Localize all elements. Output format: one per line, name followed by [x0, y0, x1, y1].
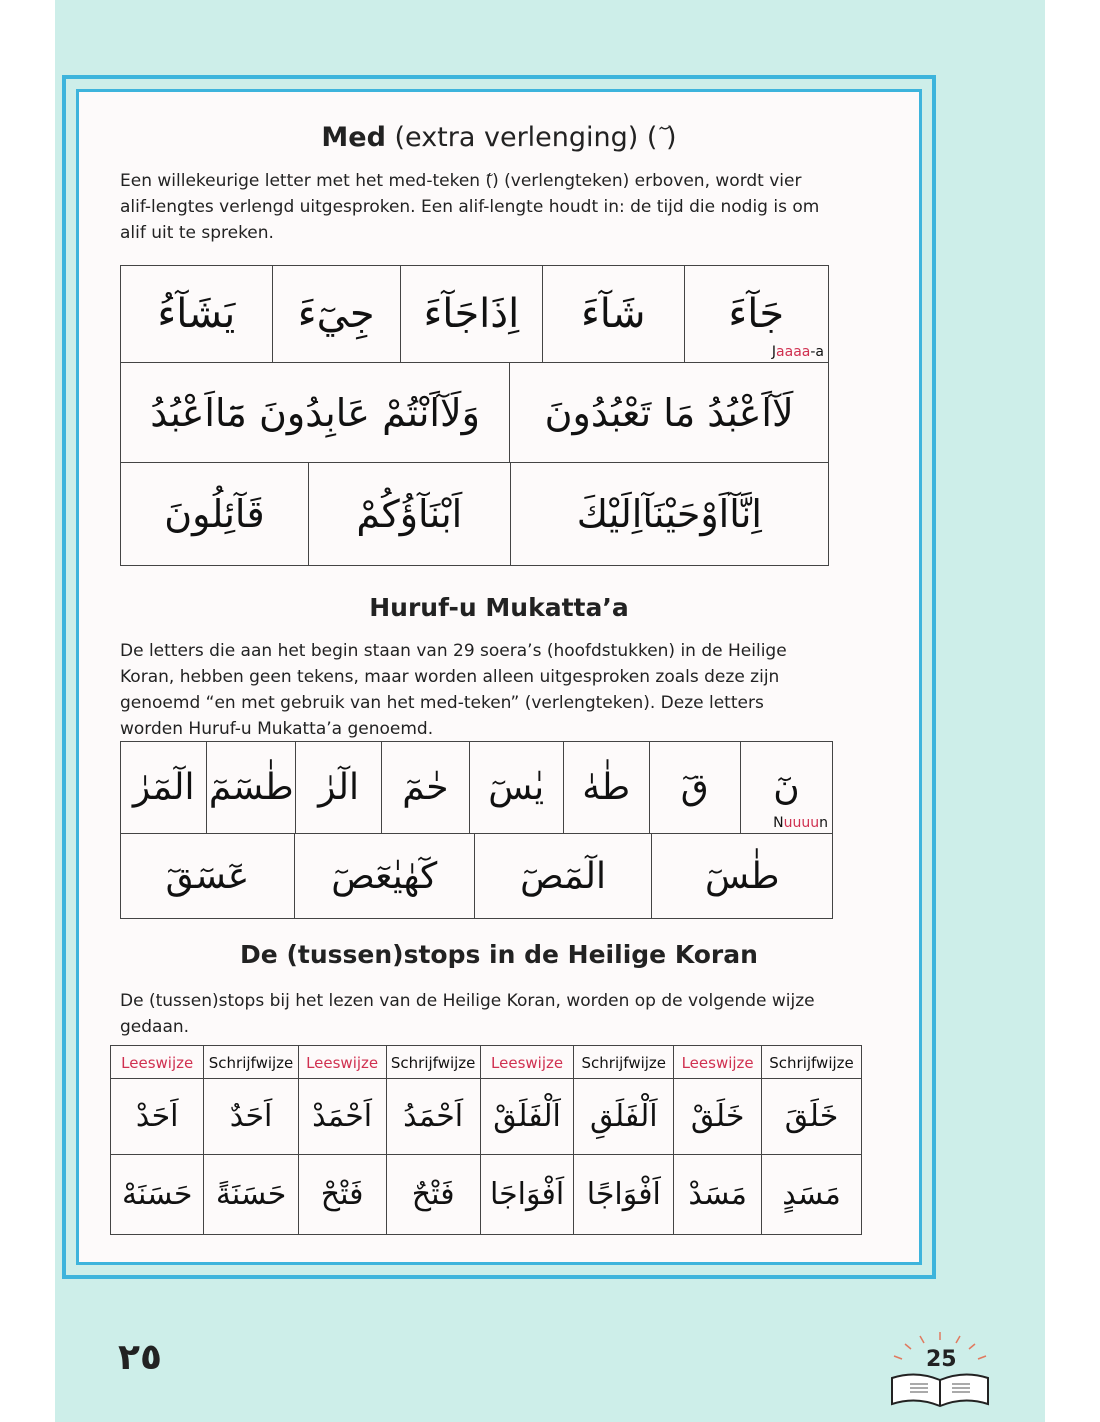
med-paragraph-text-b: ) (verlengteken) erboven, wordt vier alif-lengtes verlengd uitgesproken. Een alif-lengte houdt in: de tijd die nodig is om alif uit te spreken. — [120, 171, 820, 243]
mukattaa-letters: طٰهٰ — [582, 767, 631, 808]
stops-cell — [762, 1155, 862, 1235]
translit-prefix: N — [773, 815, 784, 831]
med-word: اَبْنَآؤُكُمْ — [356, 492, 463, 536]
stops-cell — [111, 1155, 204, 1235]
stops-cell — [574, 1155, 674, 1235]
header-leeswijze: Leeswijze — [491, 1053, 564, 1072]
med-cell — [400, 266, 542, 363]
mukattaa-cell — [649, 742, 740, 834]
mukattaa-heading: Huruf-u Mukatta’a — [369, 593, 629, 622]
stops-header-cell — [111, 1046, 204, 1079]
stops-word: اَلْفَلَقِ — [589, 1099, 658, 1134]
mukattaa-cell — [294, 834, 474, 919]
header-schrijfwijze: Schrijfwijze — [581, 1053, 667, 1072]
stops-cell — [574, 1079, 674, 1155]
header-leeswijze: Leeswijze — [681, 1053, 754, 1072]
mukattaa-cell — [652, 834, 833, 919]
translit-prefix: J — [771, 344, 777, 360]
med-word: يَشَآءُ — [157, 291, 236, 337]
med-cell — [121, 266, 273, 363]
med-cell — [684, 266, 828, 363]
med-examples-table-row3 — [120, 462, 829, 566]
med-paragraph — [120, 168, 820, 246]
page-number: 25 — [926, 1347, 957, 1372]
mukattaa-letters: الٓمٓرٰ — [132, 767, 195, 808]
mukattaa-cell — [469, 742, 563, 834]
stops-header-cell — [674, 1046, 762, 1079]
mukattaa-cell — [474, 834, 652, 919]
med-cell — [272, 266, 400, 363]
mukattaa-cell — [740, 742, 832, 834]
stops-header-cell — [204, 1046, 298, 1079]
mukattaa-table-row2 — [120, 833, 833, 919]
mukattaa-row-1 — [121, 742, 833, 834]
med-heading-rest: (extra verlenging) ( — [385, 122, 667, 153]
stops-word: اَحَدٌ — [229, 1099, 273, 1134]
stops-word: اَحَدْ — [135, 1099, 179, 1134]
med-word: جَآءَ — [728, 291, 785, 337]
mukattaa-letters: حٰمٓ — [402, 767, 449, 808]
med-row-1 — [121, 266, 829, 363]
med-cell — [542, 266, 684, 363]
med-word: جِيٓءَ — [297, 291, 375, 337]
stops-cell — [298, 1155, 386, 1235]
stops-word: مَسَدْ — [688, 1177, 747, 1212]
mukattaa-letters: الٓمٓصٓ — [520, 855, 607, 897]
stops-word: اَفْوَاجَا — [489, 1177, 565, 1212]
mukattaa-letters: كٓهٰيٰعٓصٓ — [331, 855, 438, 897]
mukattaa-cell — [121, 742, 207, 834]
mukattaa-transliteration — [773, 815, 828, 831]
med-heading — [79, 122, 919, 153]
med-phrase: وَلَآاَنْتُمْ عَابِدُونَ مَٓااَعْبُدُ — [150, 390, 480, 435]
mukattaa-letters: طٰسٓمٓ — [208, 767, 294, 808]
med-cell — [308, 463, 510, 566]
stops-heading: De (tussen)stops in de Heilige Koran — [240, 940, 758, 969]
mukattaa-letters: يٰسٓ — [488, 767, 545, 808]
stops-paragraph: De (tussen)stops bij het lezen van de Heilige Koran, worden op de volgende wijze gedaan. — [120, 991, 815, 1037]
med-heading-bold: Med — [321, 122, 386, 153]
med-phrase: لَآاَعْبُدُ مَا تَعْبُدُونَ — [544, 390, 794, 435]
stops-cell — [386, 1155, 480, 1235]
mukattaa-letters: نٓ — [773, 767, 800, 808]
stops-cell — [111, 1079, 204, 1155]
mukattaa-row-2 — [121, 834, 833, 919]
stops-cell — [480, 1079, 574, 1155]
stops-row-1 — [111, 1079, 862, 1155]
stops-word: اَحْمَدْ — [312, 1099, 373, 1134]
stops-cell — [674, 1155, 762, 1235]
med-transliteration — [772, 344, 824, 360]
stops-cell — [204, 1155, 298, 1235]
mukattaa-letters: الٓرٰ — [318, 767, 359, 808]
stops-word: اَحْمَدُ — [403, 1099, 464, 1134]
med-word: اِنَّآاَوْحَيْنَآاِلَيْكَ — [576, 492, 762, 536]
mukattaa-cell — [381, 742, 469, 834]
mukattaa-cell — [207, 742, 296, 834]
stops-cell — [480, 1155, 574, 1235]
med-paragraph-text-a: Een willekeurige letter met het med-teken ( — [120, 171, 493, 191]
stops-header-cell — [762, 1046, 862, 1079]
stops-cell — [386, 1079, 480, 1155]
med-word: شَآءَ — [580, 291, 646, 337]
translit-stretch: uuuu — [783, 815, 820, 831]
stops-cell — [762, 1079, 862, 1155]
mukattaa-letters: طٰسٓ — [704, 855, 780, 897]
mukattaa-paragraph: De letters die aan het begin staan van 29 soera’s (hoofdstukken) in de Heilige Koran, hebben geen tekens, maar worden alleen uitgesproken zoals deze zijn genoemd “en met gebruik van het med-teken” (verlengteken). Deze letters worden Huruf-u Mukatta’a genoemd. — [120, 641, 787, 739]
header-leeswijze: Leeswijze — [306, 1053, 379, 1072]
mukattaa-letters: قٓ — [680, 767, 709, 808]
header-schrijfwijze: Schrijfwijze — [390, 1053, 476, 1072]
stops-cell — [204, 1079, 298, 1155]
stops-header-row — [111, 1046, 862, 1079]
stops-cell — [298, 1079, 386, 1155]
med-examples-table-row2 — [120, 362, 829, 463]
stops-word: فَتْحٌ — [411, 1177, 455, 1212]
content-panel — [76, 89, 922, 1265]
stops-header-cell — [298, 1046, 386, 1079]
mukattaa-table — [120, 741, 833, 834]
med-cell — [121, 363, 510, 463]
med-word: قَآئِلُونَ — [164, 492, 265, 536]
stops-header-cell — [574, 1046, 674, 1079]
arabic-page-number: ٢٥ — [118, 1337, 162, 1378]
translit-suffix: -a — [810, 344, 824, 360]
mukattaa-cell — [121, 834, 295, 919]
stops-word: اَلْفَلَقْ — [493, 1099, 561, 1134]
header-leeswijze: Leeswijze — [121, 1053, 194, 1072]
stops-word: خَلَقْ — [690, 1099, 745, 1134]
stops-row-2 — [111, 1155, 862, 1235]
header-schrijfwijze: Schrijfwijze — [769, 1053, 854, 1072]
page-frame — [62, 75, 936, 1279]
med-row-3 — [121, 463, 829, 566]
header-schrijfwijze: Schrijfwijze — [208, 1053, 294, 1072]
stops-word: اَفْوَاجًا — [586, 1177, 661, 1212]
med-cell — [121, 463, 309, 566]
med-row-2 — [121, 363, 829, 463]
med-examples-table — [120, 265, 829, 363]
stops-word: حَسَنَةً — [215, 1177, 287, 1212]
stops-table — [110, 1045, 862, 1235]
stops-word: خَلَقَ — [784, 1099, 839, 1134]
stops-header-cell — [386, 1046, 480, 1079]
stops-word: مَسَدٍ — [782, 1177, 841, 1212]
mukattaa-letters: عٓسٓقٓ — [165, 855, 250, 897]
translit-suffix: n — [819, 815, 828, 831]
mukattaa-cell — [563, 742, 649, 834]
stops-word: فَتْحْ — [320, 1177, 364, 1212]
stops-header-cell — [480, 1046, 574, 1079]
med-cell — [510, 463, 828, 566]
stops-cell — [674, 1079, 762, 1155]
mukattaa-cell — [296, 742, 382, 834]
translit-stretch: aaaa — [776, 344, 811, 360]
stops-word: حَسَنَهْ — [121, 1177, 193, 1212]
med-heading-close: ) — [666, 122, 677, 153]
med-word: اِذَاجَآءَ — [423, 291, 520, 337]
med-cell — [510, 363, 829, 463]
